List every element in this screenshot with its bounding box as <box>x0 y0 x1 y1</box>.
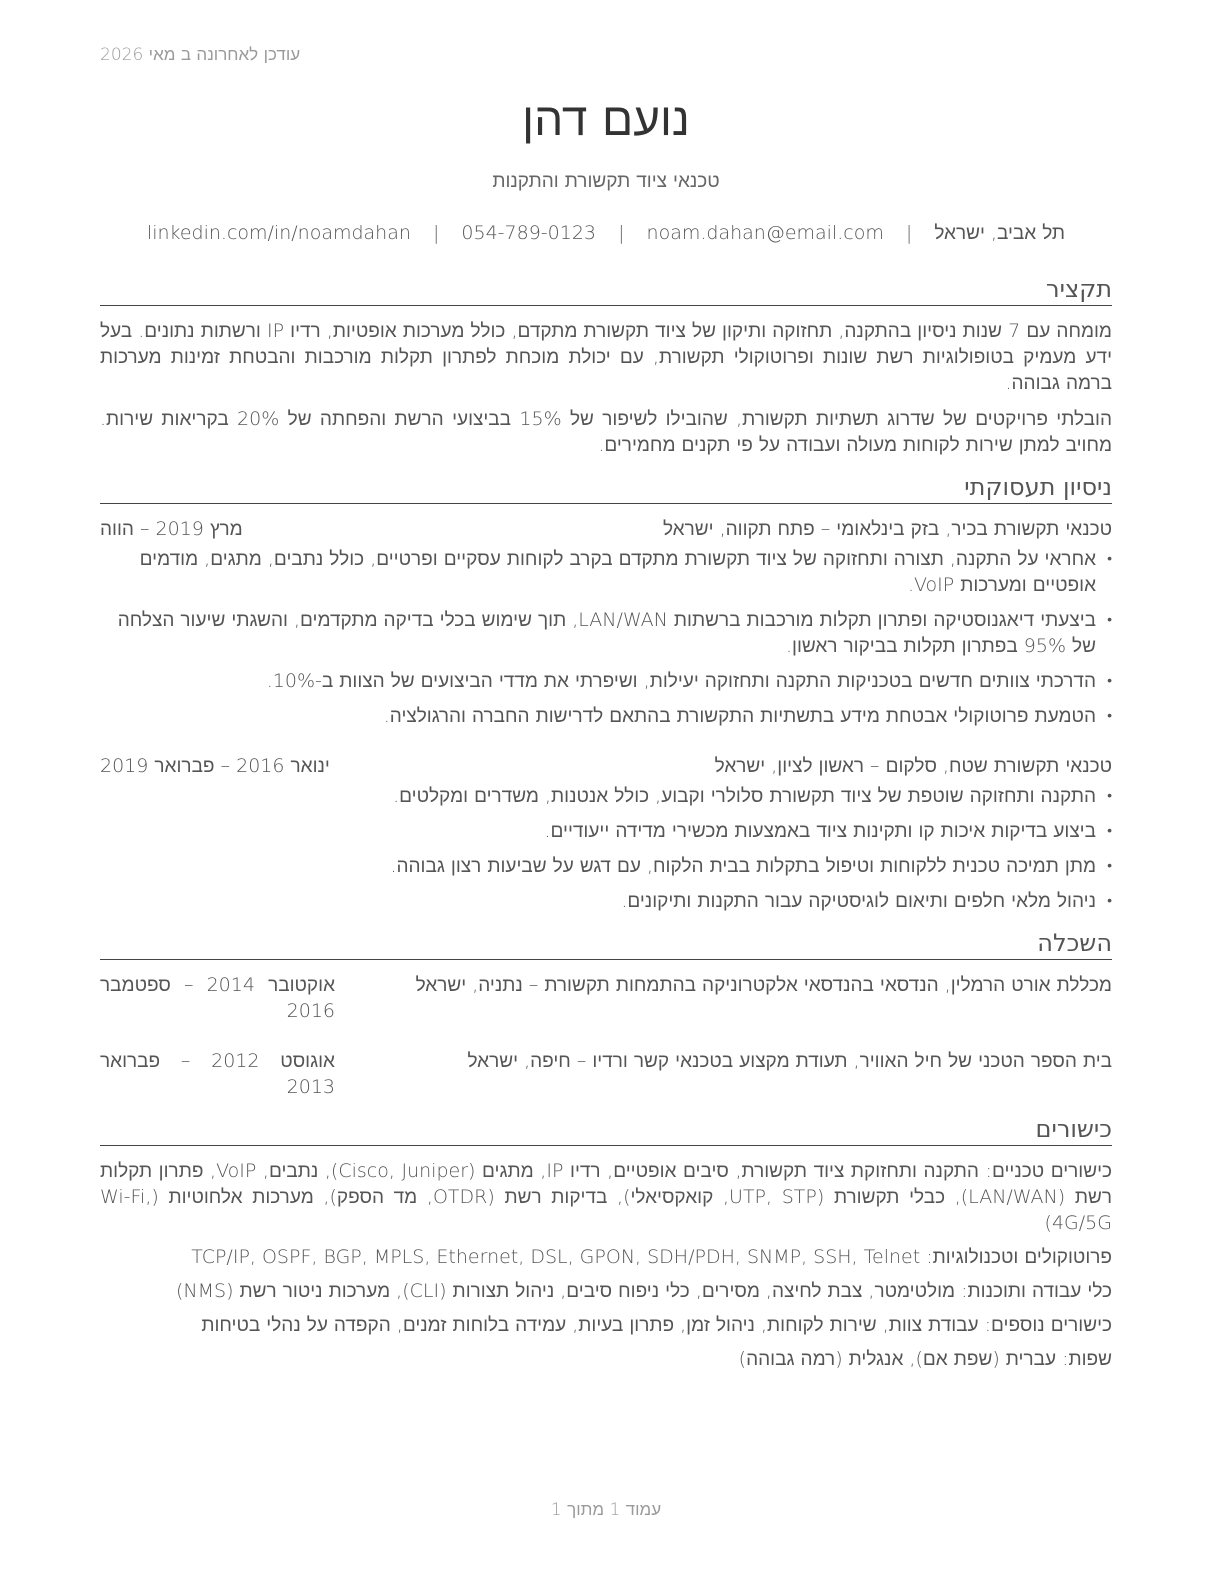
education-title: בית הספר הטכני של חיל האוויר, תעודת מקצוע בטכנאי קשר ורדיו – חיפה, ישראל <box>467 1050 1112 1072</box>
job-dates: מרץ 2019 – הווה <box>100 518 243 540</box>
job-header <box>100 753 1112 779</box>
section-heading-experience: ניסיון תעסוקתי <box>100 472 1112 504</box>
job-header <box>100 516 1112 542</box>
job-entry <box>100 516 1112 729</box>
section-heading-summary: תקציר <box>100 274 1112 306</box>
contact-phone[interactable]: 054-789-0123 <box>461 222 597 244</box>
education-entry <box>100 972 1112 1024</box>
contact-separator: | <box>905 222 913 244</box>
contact-separator: | <box>432 222 440 244</box>
contact-separator: | <box>618 222 625 244</box>
contact-email[interactable]: noam.dahan@email.com <box>646 222 884 244</box>
job-title: טכנאי תקשורת שטח, סלקום – ראשון לציון, ישראל <box>714 755 1112 777</box>
resume-page <box>100 0 1112 1584</box>
resume-content <box>100 274 1112 1380</box>
job-bullet: • הטמעת פרוטוקולי אבטחת מידע בתשתיות התקשורת בהתאם לדרישות החברה והרגולציה. <box>100 703 1112 729</box>
contact-line <box>100 222 1112 245</box>
skill-line: כלי עבודה ותוכנות: מולטימטר, צבת לחיצה, מסירים, כלי ניפוח סיבים, ניהול תצורות (CLI), מערכות ניטור רשת (NMS) <box>176 1280 1112 1302</box>
candidate-title: טכנאי ציוד תקשורת והתקנות <box>492 170 720 192</box>
job-bullet: • מתן תמיכה טכנית ללקוחות וטיפול בתקלות בבית הלקוח, עם דגש על שביעות רצון גבוהה. <box>100 853 1112 879</box>
skill-line: שפות: עברית (שפת אם), אנגלית (רמה גבוהה) <box>738 1348 1112 1370</box>
education-section <box>100 928 1112 1100</box>
section-heading-education: השכלה <box>100 928 1112 960</box>
summary-section <box>100 274 1112 458</box>
education-dates: אוקטובר 2014 – ספטמבר 2016 <box>100 974 336 1022</box>
education-entry <box>100 1048 1112 1100</box>
job-title: טכנאי תקשורת בכיר, בזק בינלאומי – פתח תקווה, ישראל <box>662 518 1112 540</box>
last-updated-note: עודכן לאחרונה ב מאי 2026 <box>100 45 301 65</box>
job-entry <box>100 753 1112 914</box>
contact-location: תל אביב, ישראל <box>934 222 1066 244</box>
skill-line: כישורים נוספים: עבודת צוות, שירות לקוחות, ניהול זמן, פתרון בעיות, עמידה בלוחות זמנים, הקפדה על נהלי בטיחות <box>201 1314 1112 1336</box>
education-dates: אוגוסט 2012 – פברואר 2013 <box>100 1050 335 1098</box>
page-number: עמוד 1 מתוך 1 <box>550 1500 662 1520</box>
candidate-name: נועם דהן <box>522 92 690 146</box>
job-bullet: • ביצוע בדיקות איכות קו ותקינות ציוד באמצעות מכשירי מדידה ייעודיים. <box>100 818 1112 844</box>
section-heading-skills: כישורים <box>100 1114 1112 1146</box>
job-bullet: • הדרכתי צוותים חדשים בטכניקות התקנה ותחזוקה יעילות, ושיפרתי את מדדי הביצועים של הצוות ב-10%. <box>100 668 1112 694</box>
experience-section <box>100 472 1112 914</box>
job-dates: ינואר 2016 – פברואר 2019 <box>100 755 330 777</box>
job-bullet: • אחראי על התקנה, תצורה ותחזוקה של ציוד תקשורת מתקדם בקרב לקוחות עסקיים ופרטיים, כולל נתבים, מתגים, מודמים אופטיים ומערכות VoIP. <box>100 546 1112 598</box>
job-bullet: • ניהול מלאי חלפים ותיאום לוגיסטיקה עבור התקנות ותיקונים. <box>100 888 1112 914</box>
skill-line: פרוטוקולים וטכנולוגיות: TCP/IP, OSPF, BGP, MPLS, Ethernet, DSL, GPON, SDH/PDH, SNMP, SSH, Telnet <box>191 1246 1112 1268</box>
job-bullets <box>100 783 1112 914</box>
job-bullet: • ביצעתי דיאגנוסטיקה ופתרון תקלות מורכבות ברשתות LAN/WAN, תוך שימוש בכלי בדיקה מתקדמים, והשגתי שיעור הצלחה של 95% בפתרון תקלות בביקור ראשון. <box>100 607 1112 659</box>
education-title: מכללת אורט הרמלין, הנדסאי בהנדסאי אלקטרוניקה בהתמחות תקשורת – נתניה, ישראל <box>415 974 1112 996</box>
job-bullets <box>100 546 1112 729</box>
summary-paragraph: מומחה עם 7 שנות ניסיון בהתקנה, תחזוקה ותיקון של ציוד תקשורת מתקדם, כולל מערכות אופטיות, רדיו IP ורשתות נתונים. בעל ידע מעמיק בטופולוגיות רשת שונות ופרוטוקולי תקשורת, עם יכולת מוכחת לפתרון תקלות מורכבות והבטחת זמינות מערכות ברמה גבוהה. <box>100 320 1112 394</box>
job-bullet: • התקנה ותחזוקה שוטפת של ציוד תקשורת סלולרי וקבוע, כולל אנטנות, משדרים ומקלטים. <box>100 783 1112 809</box>
summary-paragraph: הובלתי פרויקטים של שדרוג תשתיות תקשורת, שהובילו לשיפור של 15% בביצועי הרשת והפחתה של 20% בקריאות שירות. מחויב למתן שירות לקוחות מעולה ועבודה על פי תקנים מחמירים. <box>100 408 1112 456</box>
skills-section <box>100 1114 1112 1372</box>
skill-line: כישורים טכניים: התקנה ותחזוקת ציוד תקשורת, סיבים אופטיים, רדיו IP, מתגים (Cisco, Juniper), נתבים, VoIP, פתרון תקלות רשת (LAN/WAN), כבלי תקשורת (UTP, STP, קואקסיאלי), בדיקות רשת (OTDR, מד הספק), מערכות אלחוטיות (Wi-Fi, 4G/5G) <box>100 1160 1113 1234</box>
contact-linkedin[interactable]: linkedin.com/in/noamdahan <box>146 222 411 244</box>
